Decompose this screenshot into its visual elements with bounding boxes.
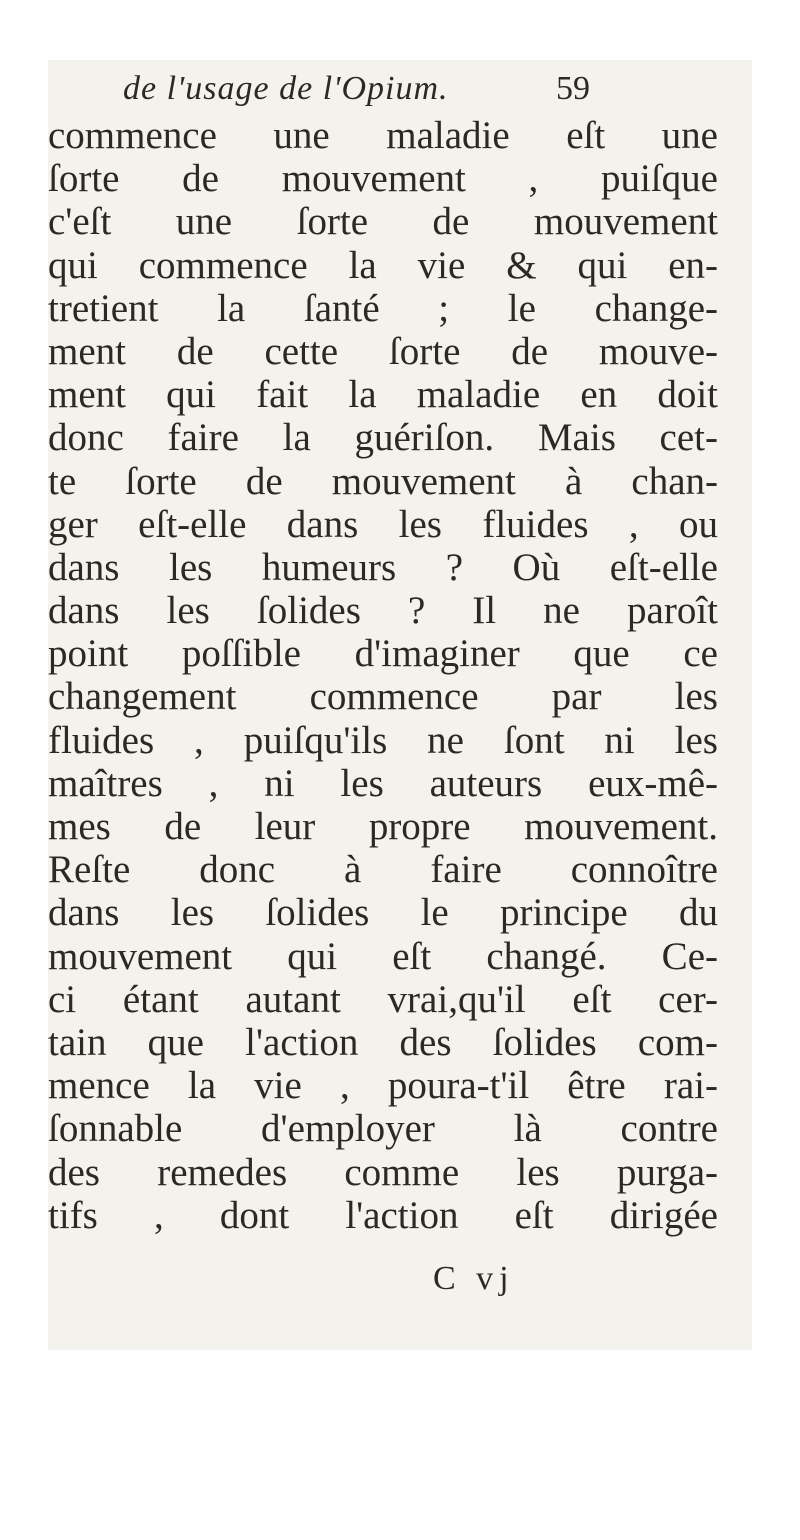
text-line-17: mes de leur propre mouvement. [48,805,718,848]
text-line-18: Reſte donc à faire connoître [48,848,718,892]
text-line-20: mouvement qui eſt changé. Ce- [48,934,718,978]
running-head [48,70,752,114]
text-line-6: ment de cette ſorte de mouve- [48,329,718,373]
page-number: 59 [556,70,590,107]
text-line-11: dans les humeurs ? Où eſt-elle [48,545,718,589]
text-line-15: fluides , puiſqu'ils ne ſont ni les [48,718,718,762]
text-line-10: ger eſt-elle dans les fluides , ou [48,502,718,546]
signature-mark: C vj [433,1260,515,1297]
text-line-4: qui commence la vie & qui en- [48,243,718,287]
text-line-23: mence la vie , poura-t'il être rai- [48,1064,718,1108]
text-line-19: dans les ſolides le principe du [48,891,718,935]
text-line-26: tifs , dont l'action eſt dirigée [48,1193,718,1237]
text-line-12: dans les ſolides ? Il ne paroît [48,589,718,633]
text-line-16: maîtres , ni les auteurs eux-mê- [48,761,718,805]
text-line-13: point poſſible d'imaginer que ce [48,632,718,676]
text-line-14: changement commence par les [48,675,718,719]
text-line-8: donc faire la guériſon. Mais cet- [48,416,718,460]
text-line-2: ſorte de mouvement , puiſque [48,157,718,201]
running-title: de l'usage de l'Opium. [123,70,449,107]
text-line-1: commence une maladie eſt une [48,114,718,157]
text-line-25: des remedes comme les purga- [48,1150,718,1194]
text-line-22: tain que l'action des ſolides com- [48,1020,718,1064]
book-page [48,60,752,1350]
text-line-7: ment qui fait la maladie en doit [48,373,718,417]
text-line-3: c'eſt une ſorte de mouvement [48,200,718,244]
text-line-24: ſonnable d'employer là contre [48,1107,718,1151]
body-text [48,114,718,1237]
text-line-5: tretient la ſanté ; le change- [48,286,718,330]
text-line-21: ci étant autant vrai,qu'il eſt cer- [48,977,718,1021]
text-line-9: te ſorte de mouvement à chan- [48,459,718,503]
